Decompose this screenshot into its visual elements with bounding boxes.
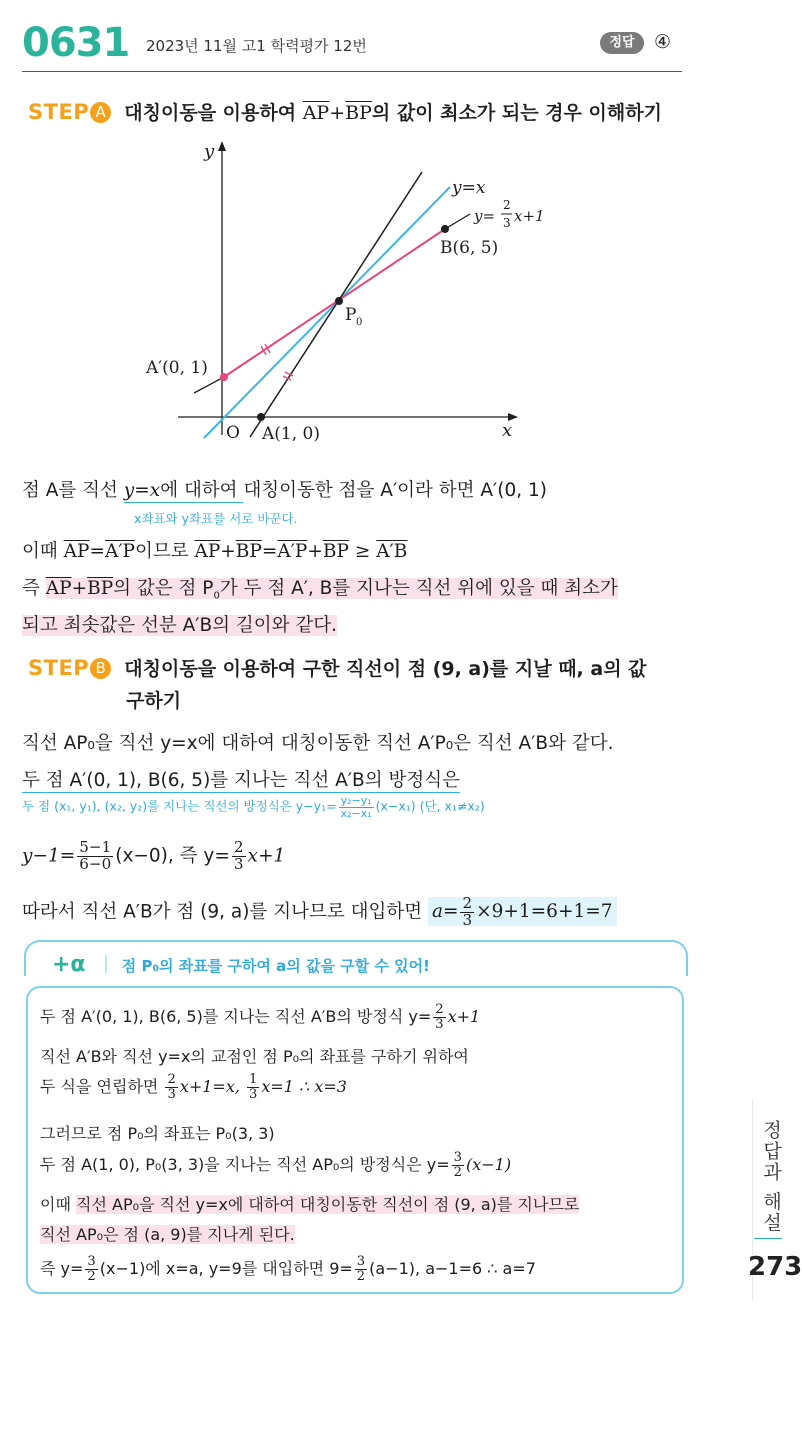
alpha-line-4: 그러므로 점 P₀의 좌표는 P₀(3, 3) xyxy=(40,1124,275,1143)
para-2 xyxy=(22,537,407,563)
para-2-ap2: $\overline{AP}$ xyxy=(194,541,221,562)
para-3-ap: $\overline{AP}$ xyxy=(45,578,72,599)
label-y-eq-x: y=x xyxy=(452,178,486,198)
label-p0: P xyxy=(345,305,357,325)
side-vertical-title: 정답과 해설 xyxy=(760,1120,782,1234)
alpha-l8-num: 3 xyxy=(87,1254,96,1269)
para-2-t1: 이때 xyxy=(22,541,64,562)
alpha-l8-num2: 3 xyxy=(356,1254,366,1269)
para-1-text2: 에 대하여 xyxy=(160,480,244,501)
alpha-line-6 xyxy=(40,1192,579,1215)
para-7-den: 3 xyxy=(462,910,473,929)
plus-sign: + xyxy=(329,102,346,124)
alpha-l3-mid: x+1=x, xyxy=(179,1076,246,1096)
point-p0 xyxy=(335,297,343,305)
para-6-num: 5−1 xyxy=(79,838,112,856)
para-2-ap: $\overline{AP}$ xyxy=(63,541,90,562)
para-2-t2: 이므로 xyxy=(134,541,195,562)
para-2-ge: ≥ xyxy=(348,541,377,562)
alpha-l3-num2: 1 xyxy=(249,1072,258,1087)
para-6-num2: 2 xyxy=(233,838,244,856)
para-2-plus1: + xyxy=(220,541,236,562)
axis-x-label: x xyxy=(502,420,513,441)
alpha-l8-den2: 2 xyxy=(356,1268,366,1284)
label-a: A(1, 0) xyxy=(262,424,320,444)
label-line-pre: y= xyxy=(474,207,496,225)
origin-label: O xyxy=(226,423,240,443)
para-5-text: 두 점 A′(0, 1), B(6, 5)를 지나는 직선 A′B의 방정식은 xyxy=(22,770,460,791)
step-b-badge: B xyxy=(90,658,111,679)
label-b: B(6, 5) xyxy=(440,238,499,258)
label-aprime: A′(0, 1) xyxy=(146,358,208,378)
point-aprime xyxy=(220,373,228,381)
point-a xyxy=(257,413,265,421)
alpha-header xyxy=(52,952,430,977)
para-2-bp: $\overline{BP}$ xyxy=(235,541,262,562)
step-b-title-line2: 구하기 xyxy=(126,690,182,712)
line-aprime-b-ext1 xyxy=(194,377,224,393)
para-3-sub: 0 xyxy=(213,590,220,602)
line-y-eq-x xyxy=(204,187,450,438)
para-1-text1: 점 A를 직선 xyxy=(22,480,124,501)
answer-badge: 정답 xyxy=(600,32,644,54)
para-6 xyxy=(22,840,285,873)
answer-value: ④ xyxy=(654,31,672,53)
graph xyxy=(140,135,560,455)
alpha-line-8 xyxy=(40,1255,536,1284)
alpha-l8-mid: (x−1)에 x=a, y=9를 대입하면 9= xyxy=(99,1258,353,1278)
para-1-eq: y=x xyxy=(123,480,161,501)
para-2-eq2: = xyxy=(261,541,278,562)
para-3-line2-text: 되고 최솟값은 선분 A′B의 길이와 같다. xyxy=(22,615,338,636)
alpha-line-7 xyxy=(40,1222,295,1245)
para-7-hl-pre: a= xyxy=(431,901,459,923)
alpha-line-5 xyxy=(40,1151,511,1180)
alpha-l5-pre: 두 점 A(1, 0), P₀(3, 3)을 지나는 직선 AP₀의 방정식은 y= xyxy=(40,1154,450,1174)
page-number: 273 xyxy=(748,1252,802,1282)
para-5-note-num: y₂−y₁ xyxy=(340,794,372,807)
para-3-t1: 즉 xyxy=(22,578,46,599)
step-b-title-line1: 대칭이동을 이용하여 구한 직선이 점 (9, a)를 지날 때, a의 값 xyxy=(124,658,647,680)
alpha-l7-hl: 직선 AP₀은 점 (a, 9)를 지나게 된다. xyxy=(40,1225,295,1244)
para-7-num: 2 xyxy=(462,894,473,912)
para-6-post: x+1 xyxy=(247,845,286,867)
para-2-apprime-b: A′B xyxy=(376,541,408,562)
para-3-plus: + xyxy=(71,578,88,599)
label-line-post: x+1 xyxy=(514,207,545,225)
alpha-l3-den2: 3 xyxy=(249,1086,258,1102)
alpha-line-3 xyxy=(40,1073,347,1102)
para-1-text3: 대칭이동한 점을 A′이라 하면 A′(0, 1) xyxy=(243,480,547,501)
plus-alpha-icon: +α xyxy=(52,952,86,977)
step-a-title-post: 의 값이 최소가 되는 경우 이해하기 xyxy=(371,102,662,124)
para-2-eq1: = xyxy=(89,541,105,562)
alpha-l8-pre: 즉 y= xyxy=(40,1258,84,1278)
label-p0-sub: 0 xyxy=(356,317,363,328)
alpha-title: 점 P₀의 좌표를 구하여 a의 값을 구할 수 있어! xyxy=(121,957,430,975)
para-3-bp: $\overline{BP}$ xyxy=(87,578,114,599)
para-6-den: 6−0 xyxy=(79,854,112,873)
alpha-l3-pre: 두 식을 연립하면 xyxy=(40,1076,164,1096)
step-a-label: STEP xyxy=(28,100,90,124)
segment-ap: $\overline{AP}$ xyxy=(302,102,330,124)
alpha-l5-den: 2 xyxy=(453,1164,462,1180)
step-a-title-pre: 대칭이동을 이용하여 xyxy=(124,102,303,124)
alpha-l3-den1: 3 xyxy=(167,1086,176,1102)
axis-y-label: y xyxy=(204,141,215,162)
step-a-heading xyxy=(28,98,662,125)
para-4: 직선 AP₀을 직선 y=x에 대하여 대칭이동한 직선 A′P₀은 직선 A′B와 같다. xyxy=(22,733,614,754)
step-b-label: STEP xyxy=(28,656,90,680)
para-5-note-post: (x−x₁) (단, x₁≠x₂) xyxy=(375,798,485,814)
problem-number: 0631 xyxy=(22,20,130,66)
alpha-l8-post: (a−1), a−1=6 ∴ a=7 xyxy=(369,1258,536,1278)
alpha-divider xyxy=(105,955,107,973)
para-6-den2: 3 xyxy=(233,854,244,873)
alpha-l6-hl: 직선 AP₀을 직선 y=x에 대하여 대칭이동한 직선이 점 (9, a)를 지나므로 xyxy=(76,1195,580,1214)
alpha-l3-num1: 2 xyxy=(167,1072,176,1087)
alpha-l8-den: 2 xyxy=(87,1268,96,1284)
side-teal-rule xyxy=(754,1238,782,1239)
header-divider xyxy=(22,71,682,72)
para-5-note xyxy=(22,795,485,819)
para-2-bp2: $\overline{BP}$ xyxy=(322,541,349,562)
alpha-l1-post: x+1 xyxy=(447,1006,481,1026)
alpha-line-2: 직선 A′B와 직선 y=x의 교점인 점 P₀의 좌표를 구하기 위하여 xyxy=(40,1047,469,1066)
para-3-t2: 의 값은 점 P xyxy=(113,578,214,599)
para-6-pre: y−1= xyxy=(22,845,76,867)
alpha-l3-post: x=1 ∴ x=3 xyxy=(261,1076,347,1096)
para-5-note-den: x₂−x₁ xyxy=(340,806,372,820)
para-2-apprime-p2: A′P xyxy=(277,541,308,562)
para-3-line2 xyxy=(22,611,337,637)
segment-bp: $\overline{BP}$ xyxy=(345,102,372,124)
alpha-l1-den: 3 xyxy=(435,1016,444,1032)
para-1 xyxy=(22,476,547,502)
para-3 xyxy=(22,574,618,602)
line-aprime-b-ext2 xyxy=(445,214,470,229)
line-aprime-b xyxy=(224,229,445,377)
alpha-l1-num: 2 xyxy=(435,1002,444,1017)
para-7 xyxy=(22,896,617,929)
alpha-l6-pre: 이때 xyxy=(40,1195,76,1214)
line-ap0 xyxy=(250,172,422,437)
step-b-heading xyxy=(28,654,647,681)
para-2-apprime-p: A′P xyxy=(104,541,135,562)
point-b xyxy=(441,225,449,233)
alpha-line-1 xyxy=(40,1003,480,1032)
alpha-l5-post: (x−1) xyxy=(465,1154,512,1174)
para-5-note-pre: 두 점 (x₁, y₁), (x₂, y₂)를 지나는 직선의 방정식은 y−y₁= xyxy=(22,798,337,814)
alpha-l1-pre: 두 점 A′(0, 1), B(6, 5)를 지나는 직선 A′B의 방정식 y= xyxy=(40,1006,432,1026)
para-7-hl-post: ×9+1=6+1=7 xyxy=(476,901,613,923)
y-axis-arrow xyxy=(218,141,226,151)
alpha-l5-num: 3 xyxy=(453,1150,462,1165)
para-1-note: x좌표와 y좌표를 서로 바꾼다. xyxy=(134,511,298,526)
label-line-den: 3 xyxy=(503,216,511,230)
para-2-plus2: + xyxy=(307,541,323,562)
problem-source: 2023년 11월 고1 학력평가 12번 xyxy=(146,37,367,55)
para-5 xyxy=(22,766,460,792)
step-a-badge: A xyxy=(90,102,111,123)
para-3-t3: 가 두 점 A′, B를 지나는 직선 위에 있을 때 최소가 xyxy=(219,578,618,599)
para-6-mid: (x−0), 즉 y= xyxy=(115,845,230,867)
label-line-num: 2 xyxy=(503,198,511,212)
para-7-pre: 따라서 직선 A′B가 점 (9, a)를 지나므로 대입하면 xyxy=(22,901,428,923)
